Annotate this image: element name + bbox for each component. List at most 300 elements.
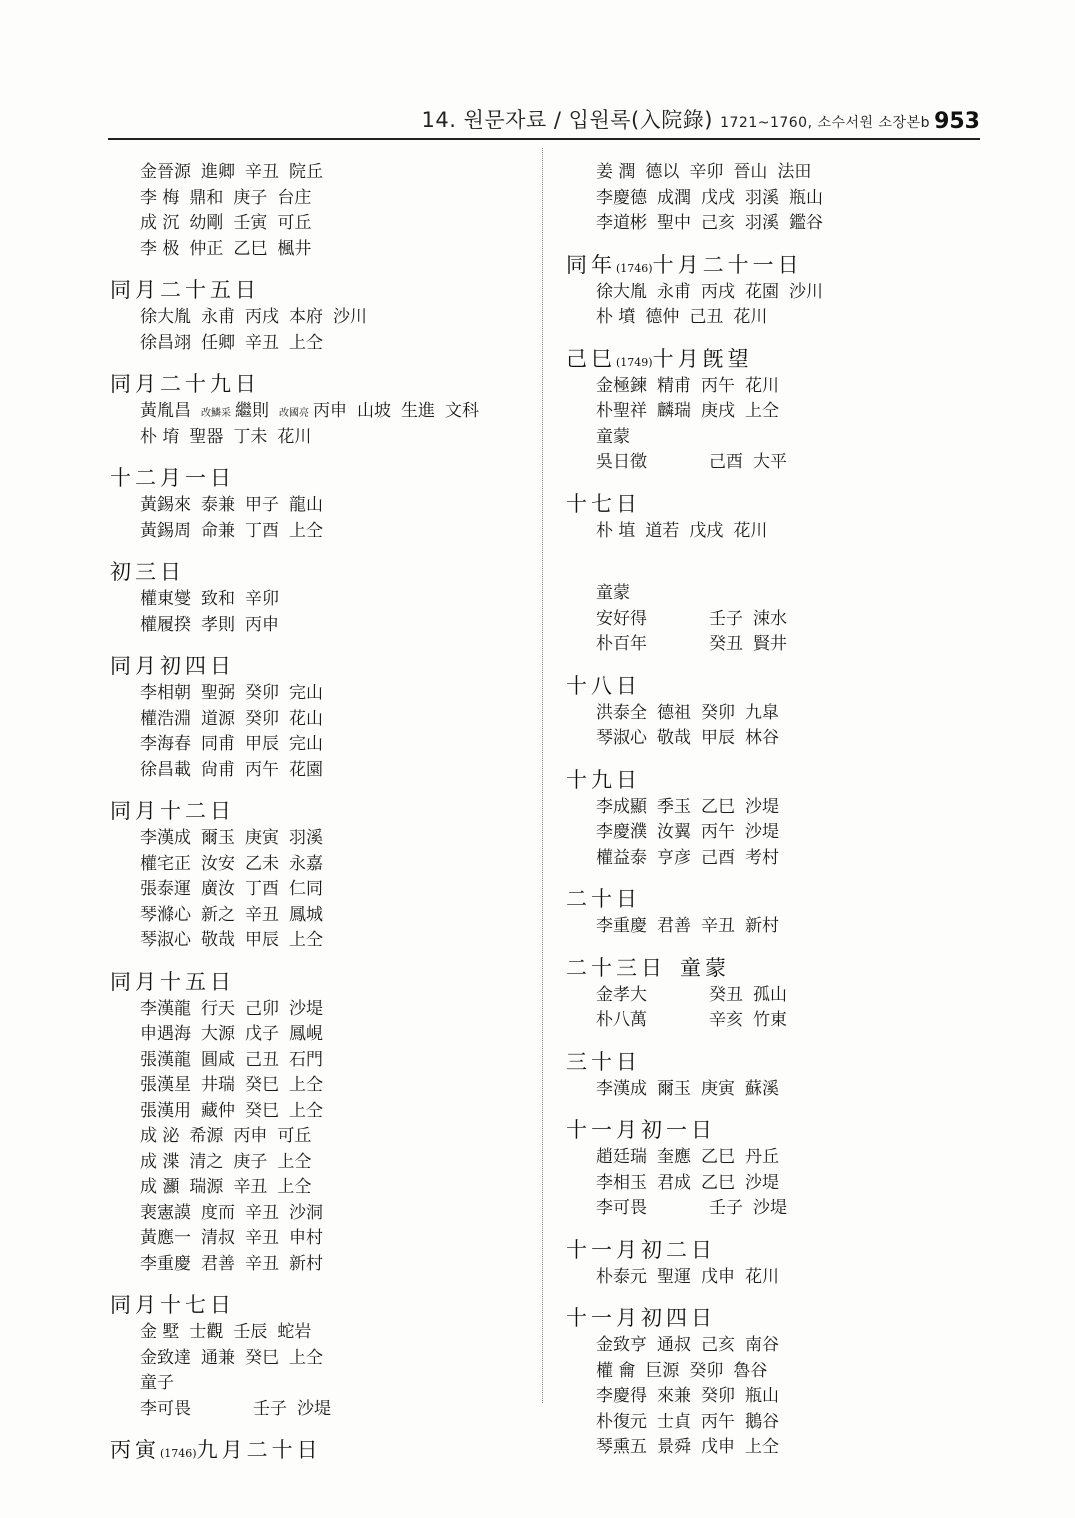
entry-field: 蛇岩: [277, 1322, 312, 1342]
entry-section: [566, 953, 986, 1034]
entry-field: 永甫: [657, 281, 691, 302]
entry-field: 己酉: [701, 847, 735, 868]
entry-field: 沙洞: [289, 1202, 323, 1223]
entry-field: 德仲: [645, 307, 680, 327]
name-row: [566, 425, 986, 451]
name-row: [566, 211, 986, 237]
name-row: [110, 587, 530, 613]
entry-field: 己酉: [709, 452, 743, 472]
entry-field: 竹東: [753, 1010, 787, 1030]
date-heading: [566, 344, 986, 374]
name-row: [110, 237, 530, 263]
entry-field: 生進: [401, 401, 435, 421]
page-header: [108, 104, 980, 140]
entry-field: 羽溪: [289, 828, 323, 848]
date-heading: [110, 1290, 530, 1320]
running-title: [422, 104, 930, 134]
heading-date: 十月二十一日: [652, 252, 803, 277]
rename-note: 改國亮: [279, 408, 309, 419]
entry-field: 文科: [445, 401, 479, 421]
entry-field: 本府: [289, 307, 323, 327]
entry-field: 庚寅: [701, 1078, 735, 1099]
entry-field: 癸巳: [245, 1347, 279, 1368]
name-row: [110, 331, 530, 357]
entry-field: 林谷: [745, 728, 779, 748]
entry-field: 癸卯: [701, 1386, 735, 1406]
entry-field: 完山: [289, 734, 323, 754]
entry-field: 鼎和: [189, 187, 224, 208]
date-heading: [110, 967, 530, 997]
entry-field: 辛亥: [709, 1010, 743, 1030]
entry-field: 沙堤: [745, 796, 779, 817]
name-row: [566, 632, 986, 658]
entry-field: 丁酉: [245, 879, 279, 899]
column-divider: [542, 148, 544, 1403]
page-number: 953: [934, 109, 980, 134]
entry-section: [566, 765, 986, 872]
entry-field: 丁未: [233, 426, 268, 447]
person-name: 成 渫: [140, 1151, 180, 1172]
entry-field: 山坡: [357, 401, 391, 421]
name-row: [110, 1124, 530, 1150]
entry-field: 甲子: [245, 495, 279, 515]
entry-field: 士觀: [189, 1322, 224, 1342]
person-name: 李漢龍: [140, 998, 191, 1019]
entry-field: 羽溪: [745, 187, 779, 208]
name-row: [110, 1022, 530, 1048]
person-name: 黃胤昌: [140, 401, 191, 421]
person-name: 李相朝: [140, 683, 191, 703]
entry-section: [110, 1290, 530, 1422]
entry-field: 己亥: [701, 213, 735, 233]
entry-field: 辛丑: [245, 904, 279, 925]
person-name: 金致亨: [596, 1335, 647, 1355]
name-row: [566, 820, 986, 846]
entry-field: 沙川: [333, 307, 367, 327]
name-row: [110, 211, 530, 237]
date-heading: [110, 557, 530, 587]
name-row: [566, 914, 986, 940]
entry-field: 聖弼: [201, 683, 235, 703]
person-name: 權宅正: [140, 853, 191, 874]
entry-field: 石門: [289, 1049, 323, 1070]
entry-field: 己丑: [245, 1049, 279, 1070]
entry-field: 瓶山: [789, 187, 823, 208]
entry-field: 花川: [277, 426, 312, 447]
date-heading: [566, 1235, 986, 1265]
entry-field: 戊子: [245, 1024, 279, 1044]
entry-section: [110, 651, 530, 783]
entry-field: 戊戌: [689, 520, 724, 541]
heading-date: 三十日: [566, 1049, 641, 1074]
entry-field: 通叔: [657, 1335, 691, 1355]
person-name: 安好得: [596, 608, 647, 629]
person-name: 姜 潤: [596, 162, 636, 182]
entry-field: 孤山: [753, 984, 787, 1005]
person-name: 李慶得: [596, 1386, 647, 1406]
entry-field: 季玉: [657, 796, 691, 817]
entry-field: 丹丘: [745, 1147, 779, 1167]
name-row: [110, 758, 530, 784]
entry-field: 新村: [745, 916, 779, 936]
entry-field: 士貞: [657, 1411, 691, 1432]
entry-field: 乙巳: [701, 1172, 735, 1193]
entry-field: 南谷: [745, 1335, 779, 1355]
entry-field: 奎應: [657, 1147, 691, 1167]
person-name: 朴 墳: [596, 307, 636, 327]
entry-field: 精甫: [657, 375, 691, 396]
entry-field: 羽溪: [745, 213, 779, 233]
entry-field: 上仝: [745, 1437, 779, 1457]
entry-field: 壬子: [709, 1198, 743, 1218]
person-name: 徐大胤: [140, 307, 191, 327]
entry-field: 沙堤: [753, 1198, 787, 1218]
entry-field: 辛丑: [245, 332, 279, 353]
entry-section: [566, 671, 986, 752]
heading-year: 丙寅: [110, 1438, 160, 1462]
entry-field: 壬子: [253, 1398, 287, 1419]
name-row: [110, 903, 530, 929]
heading-year-note: (1746): [160, 1447, 197, 1460]
heading-year-note: (1746): [616, 261, 653, 275]
person-name: 張漢星: [140, 1075, 191, 1095]
name-row: [566, 519, 986, 545]
entry-field: 汝翼: [657, 822, 691, 842]
entry-field: 楓井: [277, 238, 312, 259]
entry-field: 仁同: [289, 879, 323, 899]
entry-field: 丙午: [701, 375, 735, 396]
entry-field: 敬哉: [657, 728, 691, 748]
entry-field: 乙巳: [233, 238, 268, 259]
date-heading: [110, 796, 530, 826]
entry-field: 戊申: [701, 1266, 735, 1287]
entry-field: 甲辰: [245, 734, 279, 754]
entry-field: 辛卯: [245, 589, 279, 609]
entry-section: [566, 160, 986, 237]
heading-date: 十七日: [566, 491, 641, 516]
person-name: 李慶濮: [596, 822, 647, 842]
name-row: [110, 1252, 530, 1278]
name-row: [566, 726, 986, 752]
name-row: [110, 707, 530, 733]
heading-date: 十九日: [566, 767, 641, 792]
date-heading: [566, 884, 986, 914]
name-row: [110, 305, 530, 331]
heading-year: 同年: [566, 252, 616, 277]
heading-year-note: (1749): [616, 355, 653, 369]
entry-field: 君善: [657, 916, 691, 936]
person-name: 李相玉: [596, 1172, 647, 1193]
entry-field: 清之: [189, 1151, 224, 1172]
entry-field: 廣汝: [201, 879, 235, 899]
entry-section: [110, 463, 530, 544]
person-name: 黃錫周: [140, 520, 191, 541]
heading-date: 同月初四日: [110, 654, 235, 678]
heading-date: 十二月一日: [110, 466, 235, 490]
entry-field: 巨源: [645, 1360, 680, 1381]
name-row: [566, 1145, 986, 1171]
entry-field: 德祖: [657, 702, 691, 723]
entry-field: 繼則: [235, 401, 269, 421]
entry-field: 沙川: [789, 281, 823, 302]
name-row: [566, 1265, 986, 1291]
name-row: [566, 1384, 986, 1410]
person-name: 趙廷瑞: [596, 1147, 647, 1167]
name-row: [110, 613, 530, 639]
name-row: [566, 795, 986, 821]
entry-field: 大源: [201, 1024, 235, 1044]
person-name: 李漢成: [140, 828, 191, 848]
name-row: [566, 1077, 986, 1103]
date-heading: [566, 671, 986, 701]
entry-field: 癸卯: [689, 1360, 724, 1381]
entry-field: 戊申: [701, 1437, 735, 1457]
person-name: 李 梅: [140, 187, 180, 208]
heading-date: 十八日: [566, 673, 641, 698]
name-row: [566, 186, 986, 212]
entry-field: 完山: [289, 683, 323, 703]
person-name: 李可畏: [140, 1398, 191, 1419]
entry-field: 聖中: [657, 213, 691, 233]
entry-field: 幼剛: [189, 213, 224, 233]
entry-field: 癸巳: [245, 1100, 279, 1121]
name-row: [566, 1196, 986, 1222]
entry-field: 乙巳: [701, 1147, 735, 1167]
person-name: 琴熏五: [596, 1437, 647, 1457]
person-name: 金極鍊: [596, 375, 647, 396]
entry-field: 鑑谷: [789, 213, 823, 233]
entry-field: 沙堤: [745, 822, 779, 842]
entry-field: 辛丑: [245, 1228, 279, 1248]
entry-field: 己亥: [701, 1335, 735, 1355]
entry-field: 鳳城: [289, 904, 323, 925]
date-heading: [566, 1047, 986, 1077]
name-row: [110, 1346, 530, 1372]
entry-field: 德以: [645, 162, 680, 182]
entry-field: 井瑞: [201, 1075, 235, 1095]
entry-field: 院丘: [289, 162, 323, 182]
entry-field: 庚子: [233, 187, 268, 208]
person-name: 李可畏: [596, 1198, 647, 1218]
entry-field: 敬哉: [201, 930, 235, 950]
entry-field: 壬辰: [233, 1322, 268, 1342]
person-name: 張漢龍: [140, 1049, 191, 1070]
name-row: [110, 852, 530, 878]
person-name: 金 墅: [140, 1322, 180, 1342]
person-name: 張漢用: [140, 1100, 191, 1121]
person-name: 童蒙: [596, 583, 630, 603]
entry-field: 涑水: [753, 608, 787, 629]
person-name: 徐大胤: [596, 281, 647, 302]
name-row: [110, 1048, 530, 1074]
entry-section: [566, 489, 986, 545]
entry-field: 通兼: [201, 1347, 235, 1368]
name-row: [110, 1099, 530, 1125]
heading-date: 十月旣望: [652, 346, 753, 371]
entry-field: 泰兼: [201, 495, 235, 515]
entry-field: 辛卯: [689, 162, 724, 182]
person-name: 朴八萬: [596, 1010, 647, 1030]
entry-field: 清叔: [201, 1228, 235, 1248]
date-heading: [110, 275, 530, 305]
entry-field: 聖器: [189, 426, 224, 447]
heading-date: 同月十二日: [110, 799, 235, 823]
entry-field: 乙巳: [701, 796, 735, 817]
date-heading: [110, 651, 530, 681]
person-name: 朴聖祥: [596, 401, 647, 421]
entry-field: 上仝: [277, 1151, 312, 1172]
name-row: [110, 1175, 530, 1201]
entry-field: 道源: [201, 708, 235, 729]
rename-note: 改鱗采: [201, 408, 231, 419]
person-name: 黃錫來: [140, 495, 191, 515]
entry-field: 上仝: [277, 1177, 312, 1197]
person-name: 童蒙: [596, 426, 630, 447]
person-name: 李重慶: [596, 916, 647, 936]
date-heading: [566, 765, 986, 795]
name-row: [110, 493, 530, 519]
heading-year: 己巳: [566, 346, 616, 371]
entry-field: 申村: [289, 1228, 323, 1248]
entry-field: 君成: [657, 1172, 691, 1193]
name-row: [566, 399, 986, 425]
entry-field: 丙午: [701, 1411, 735, 1432]
heading-date: 九月二十日: [196, 1438, 322, 1462]
entry-section: [110, 160, 530, 262]
heading-date: 十一月初二日: [566, 1237, 716, 1262]
entry-field: 景舜: [657, 1437, 691, 1457]
date-heading: [110, 1435, 530, 1465]
entry-field: 台庄: [277, 187, 312, 208]
entry-section: [566, 1047, 986, 1103]
entry-field: 上仝: [745, 401, 779, 421]
person-name: 李重慶: [140, 1253, 191, 1274]
entry-field: 上仝: [289, 520, 323, 541]
entry-field: 沙堤: [745, 1172, 779, 1193]
name-row: [566, 1410, 986, 1436]
entry-field: 上仝: [289, 930, 323, 950]
name-row: [566, 1435, 986, 1461]
entry-section: [110, 557, 530, 638]
name-row: [110, 1397, 530, 1423]
section-gap: [566, 557, 986, 581]
entry-field: 亨彦: [657, 847, 691, 868]
entry-field: 沙堤: [289, 998, 323, 1019]
date-heading: [566, 1115, 986, 1145]
entry-field: 壬寅: [233, 213, 268, 233]
entry-field: 丁酉: [245, 520, 279, 541]
person-name: 成 沉: [140, 213, 180, 233]
entry-field: 可丘: [277, 213, 312, 233]
entry-field: 癸卯: [245, 683, 279, 703]
name-row: [566, 581, 986, 607]
entry-field: 鳳峴: [289, 1024, 323, 1044]
person-name: 朴百年: [596, 634, 647, 654]
person-name: 權益泰: [596, 847, 647, 868]
entry-section: [566, 884, 986, 940]
name-row: [566, 374, 986, 400]
name-row: [110, 826, 530, 852]
heading-date: 二十三日: [566, 955, 666, 980]
heading-date: 二十日: [566, 887, 641, 911]
entry-field: 君善: [201, 1253, 235, 1274]
name-row: [566, 1171, 986, 1197]
name-row: [566, 305, 986, 331]
entry-field: 尙甫: [201, 759, 235, 780]
name-row: [566, 450, 986, 476]
person-name: 朴復元: [596, 1411, 647, 1432]
person-name: 徐昌載: [140, 759, 191, 780]
entry-field: 辛丑: [245, 1253, 279, 1274]
entry-field: 己丑: [689, 307, 724, 327]
entry-field: 考村: [745, 847, 779, 868]
entry-field: 上仝: [289, 1075, 323, 1095]
heading-date: 同月二十九日: [110, 372, 260, 396]
name-row: [566, 160, 986, 186]
entry-field: 仲正: [189, 238, 224, 259]
entry-field: 龍山: [289, 495, 323, 515]
person-name: 徐昌翊: [140, 332, 191, 353]
entry-field: 聖運: [657, 1266, 691, 1287]
person-name: 童子: [140, 1373, 174, 1393]
entry-field: 癸丑: [709, 984, 743, 1005]
entry-field: 花川: [745, 1266, 779, 1287]
person-name: 成 泌: [140, 1126, 180, 1146]
entry-field: 來兼: [657, 1386, 691, 1406]
entry-field: 麟瑞: [657, 401, 691, 421]
entry-field: 辛丑: [233, 1177, 268, 1197]
name-row: [566, 983, 986, 1009]
entry-field: 花山: [289, 708, 323, 729]
entry-field: 汝安: [201, 853, 235, 874]
entry-field: 壬子: [709, 608, 743, 629]
name-row: [110, 1371, 530, 1397]
entry-field: 法田: [777, 162, 812, 182]
name-row: [566, 1359, 986, 1385]
name-row: [110, 681, 530, 707]
person-name: 李成顯: [596, 796, 647, 817]
entry-field: 孝則: [201, 614, 235, 635]
person-name: 朴 埴: [596, 520, 636, 541]
entry-field: 同甫: [201, 734, 235, 754]
person-name: 洪泰全: [596, 702, 647, 723]
entry-field: 致和: [201, 589, 235, 609]
entry-section: [566, 1303, 986, 1461]
heading-date: 十一月初一日: [566, 1118, 716, 1142]
entry-field: 爾玉: [201, 828, 235, 848]
person-name: 李漢成: [596, 1078, 647, 1099]
entry-field: 大平: [753, 452, 787, 472]
entry-field: 辛丑: [245, 162, 279, 182]
heading-date: 十一月初四日: [566, 1306, 716, 1330]
entry-field: 丙申: [313, 401, 347, 421]
name-row: [110, 399, 530, 425]
entry-field: 圓咸: [201, 1049, 235, 1070]
entry-field: 癸卯: [701, 702, 735, 723]
person-name: 申遇海: [140, 1024, 191, 1044]
entry-field: 花園: [289, 759, 323, 780]
entry-field: 可丘: [277, 1126, 312, 1146]
entry-field: 任卿: [201, 332, 235, 353]
entry-section: [566, 250, 986, 331]
person-name: 黃應一: [140, 1228, 191, 1248]
entry-field: 辛丑: [245, 1202, 279, 1223]
person-name: 權東燮: [140, 589, 191, 609]
person-name: 吳日徵: [596, 452, 647, 472]
person-name: 李道彬: [596, 213, 647, 233]
date-heading: [566, 489, 986, 519]
name-row: [110, 1073, 530, 1099]
